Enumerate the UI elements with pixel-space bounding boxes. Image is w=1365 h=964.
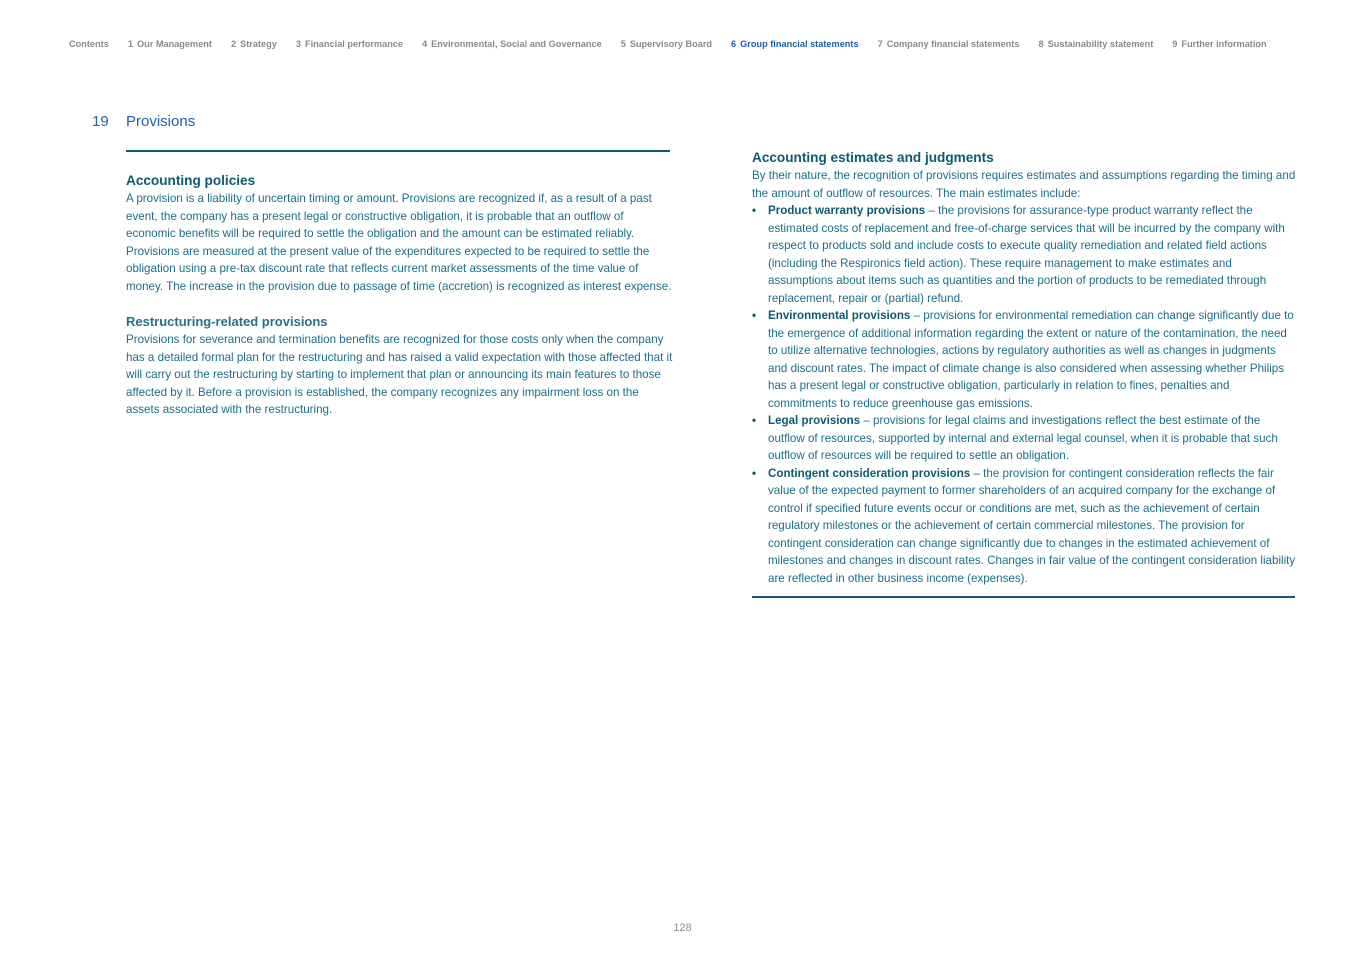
- nav-item-label: Group financial statements: [740, 39, 859, 49]
- accounting-policies-text: A provision is a liability of uncertain timing or amount. Provisions are recognized if, as a result of a past event, the company has a present legal or constructive obligation, it is probable that an outflow of economic benefits will be required to settle the obligation and the amount can be estimated reliably. Provisions are measured at the present value of the expenditures expected to be required to settle the obligation using a pre-tax discount rate that reflects current market assessments of the time value of money. The increase in the provision due to passage of time (accretion) is recognized as interest expense.: [126, 192, 672, 293]
- estimates-judgments-heading: Accounting estimates and judgments: [752, 150, 994, 165]
- nav-item-number: 7: [877, 39, 883, 49]
- nav-item-label: Supervisory Board: [629, 39, 713, 49]
- list-item-term: Legal provisions: [768, 414, 861, 427]
- nav-item-label: Financial performance: [305, 39, 404, 49]
- list-item-text: – the provision for contingent consideration reflects the fair value of the expected payment to former shareholders of an acquired company for the exchange of control if specified future events occur or conditions are met, such as the achievement of certain regulatory milestones or the achievement of certain commercial milestones. The provision for contingent consideration can change significantly due to changes in the estimated achievement of milestones and changes in discount rates. Changes in fair value of the contingent consideration liability are reflected in other business income (expenses).: [768, 466, 1296, 585]
- right-column: [752, 149, 1298, 587]
- nav-item-further-information[interactable]: [1172, 39, 1266, 49]
- nav-item-number: 4: [422, 39, 428, 49]
- spacer: [126, 295, 674, 313]
- nav-item-group-financial-statements[interactable]: [731, 39, 859, 49]
- accounting-policies-heading: Accounting policies: [126, 173, 256, 188]
- left-column-top-rule: [126, 150, 670, 152]
- list-item-term: Contingent consideration provisions: [768, 466, 971, 480]
- list-item: [752, 412, 1298, 465]
- nav-item-label: Sustainability statement: [1047, 39, 1154, 49]
- list-item-text: – the provisions for assurance-type product warranty reflect the estimated costs of replacement and free-of-charge services that will be incurred by the company with respect to products sold and include costs to execute quality remediation and related field actions (including the Respironics field action). These require management to make estimates and assumptions about items such as quantities and the portion of products to be remediated through replacement, repair or (partial) refund.: [768, 204, 1285, 305]
- nav-item-label: Company financial statements: [886, 39, 1020, 49]
- nav-item-contents[interactable]: [69, 39, 109, 49]
- nav-item-number: 6: [731, 39, 737, 49]
- nav-item-company-financial-statements[interactable]: [878, 39, 1020, 49]
- nav-item-sustainability-statement[interactable]: [1038, 39, 1153, 49]
- nav-item-label: Strategy: [240, 39, 277, 49]
- restructuring-text: Provisions for severance and termination benefits are recognized for those costs only when the company has a detailed formal plan for the restructuring and has raised a valid expectation with those affected that it will carry out the restructuring by starting to implement that plan or announcing its main features to those affected by it. Before a provision is established, the company recognizes any impairment loss on the assets associated with the restructuring.: [126, 333, 673, 416]
- list-item: [752, 307, 1298, 412]
- nav-item-number: 1: [127, 39, 133, 49]
- page-number: 128: [673, 922, 692, 934]
- list-item-text: – provisions for environmental remediation can change significantly due to the emergence of additional information regarding the extent or nature of the contamination, the need to utilize alternative technologies, actions by regulatory authorities as well as changes in judgments and discount rates. The impact of climate change is also considered when assessing whether Philips has a present legal or constructive obligation, particularly in relation to fines, penalties and commitments to reduce greenhouse gas emissions.: [768, 309, 1294, 410]
- nav-item-number: 3: [295, 39, 301, 49]
- estimates-intro: By their nature, the recognition of provisions requires estimates and assumptions regarding the timing and the amount of outflow of resources. The main estimates include:: [752, 169, 1296, 200]
- left-column: [126, 172, 674, 419]
- nav-item-esg[interactable]: [422, 39, 602, 49]
- nav-item-label: Further information: [1181, 39, 1267, 49]
- estimates-list: [752, 202, 1298, 587]
- nav-item-financial-performance[interactable]: [296, 39, 403, 49]
- nav-item-supervisory-board[interactable]: [621, 39, 712, 49]
- nav-item-label: Contents: [69, 39, 109, 49]
- nav-item-number: 8: [1038, 39, 1044, 49]
- nav-item-label: Environmental, Social and Governance: [431, 39, 602, 49]
- section-heading: [92, 113, 195, 130]
- bullet-icon: •: [752, 466, 757, 480]
- bullet-icon: •: [752, 204, 757, 217]
- section-number: 19: [92, 113, 109, 130]
- section-title: Provisions: [126, 113, 196, 130]
- top-navigation: [69, 39, 1286, 49]
- list-item-term: Product warranty provisions: [768, 204, 926, 217]
- bullet-icon: •: [752, 309, 757, 322]
- right-column-bottom-rule: [752, 596, 1295, 598]
- nav-item-strategy[interactable]: [231, 39, 277, 49]
- list-item-text: – provisions for legal claims and investigations reflect the best estimate of the outflow of resources, supported by internal and external legal counsel, when it is probable that such outflow of resources will be required to settle an obligation.: [768, 414, 1278, 462]
- restructuring-heading: Restructuring-related provisions: [126, 314, 328, 329]
- nav-item-number: 9: [1172, 39, 1178, 49]
- bullet-icon: •: [752, 414, 757, 427]
- nav-item-label: Our Management: [136, 39, 212, 49]
- list-item-term: Environmental provisions: [768, 309, 911, 322]
- nav-item-number: 2: [230, 39, 237, 49]
- nav-item-our-management[interactable]: [128, 39, 212, 49]
- nav-item-number: 5: [620, 39, 626, 49]
- list-item: [752, 202, 1298, 307]
- list-item: [752, 465, 1298, 588]
